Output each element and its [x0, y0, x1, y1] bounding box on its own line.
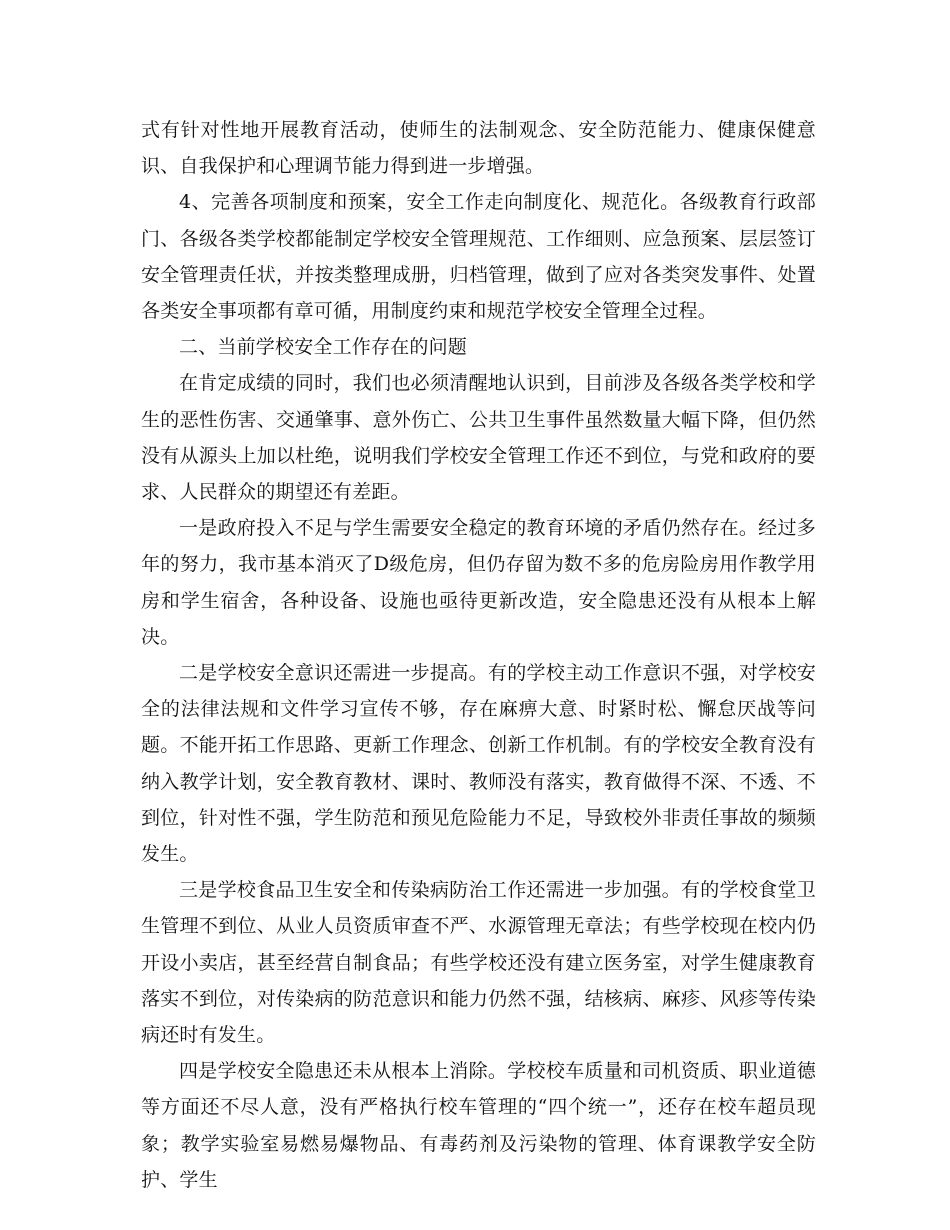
paragraph-problem-2: 二是学校安全意识还需进一步提高。有的学校主动工作意识不强，对学校安全的法律法规和文件学习宣传不够，存在麻痹大意、时紧时松、懈怠厌战等问题。不能开拓工作思路、更新工作理念、创新工作机制。有的学校安全教育没有纳入教学计划，安全教育教材、课时、教师没有落实，教育做得不深、不透、不到位，针对性不强，学生防范和预见危险能力不足，导致校外非责任事故的频频发生。 [141, 662, 816, 866]
paragraph-intro: 在肯定成绩的同时，我们也必须清醒地认识到，目前涉及各级各类学校和学生的恶性伤害、交通肇事、意外伤亡、公共卫生事件虽然数量大幅下降，但仍然没有从源头上加以杜绝，说明我们学校安全管理工作还不到位，与党和政府的要求、人民群众的期望还有差距。 [141, 372, 816, 504]
document-body [141, 112, 816, 1198]
paragraph-problem-4: 四是学校安全隐患还未从根本上消除。学校校车质量和司机资质、职业道德等方面还不尽人意，没有严格执行校车管理的“四个统一”，还存在校车超员现象；教学实验室易燃易爆物品、有毒药剂及污染物的管理、体育课教学安全防护、学生 [141, 1060, 816, 1191]
paragraph-problem-3: 三是学校食品卫生安全和传染病防治工作还需进一步加强。有的学校食堂卫生管理不到位、从业人员资质审查不严、水源管理无章法；有些学校现在校内仍开设小卖店，甚至经营自制食品；有些学校还没有建立医务室，对学生健康教育落实不到位，对传染病的防范意识和能力仍然不强，结核病、麻疹、风疹等传染病还时有发生。 [141, 879, 816, 1047]
paragraph-problem-1: 一是政府投入不足与学生需要安全稳定的教育环境的矛盾仍然存在。经过多年的努力，我市基本消灭了D级危房，但仍存留为数不多的危房险房用作教学用房和学生宿舍，各种设备、设施也亟待更新改造，安全隐患还没有从根本上解决。 [141, 517, 816, 648]
paragraph-continuation: 式有针对性地开展教育活动，使师生的法制观念、安全防范能力、健康保健意识、自我保护和心理调节能力得到进一步增强。 [141, 119, 816, 178]
paragraph-item-4: 4、完善各项制度和预案，安全工作走向制度化、规范化。各级教育行政部门、各级各类学校都能制定学校安全管理规范、工作细则、应急预案、层层签订安全管理责任状，并按类整理成册，归档管理，做到了应对各类突发事件、处置各类安全事项都有章可循，用制度约束和规范学校安全管理全过程。 [141, 191, 816, 323]
section-heading: 二、当前学校安全工作存在的问题 [179, 336, 468, 359]
